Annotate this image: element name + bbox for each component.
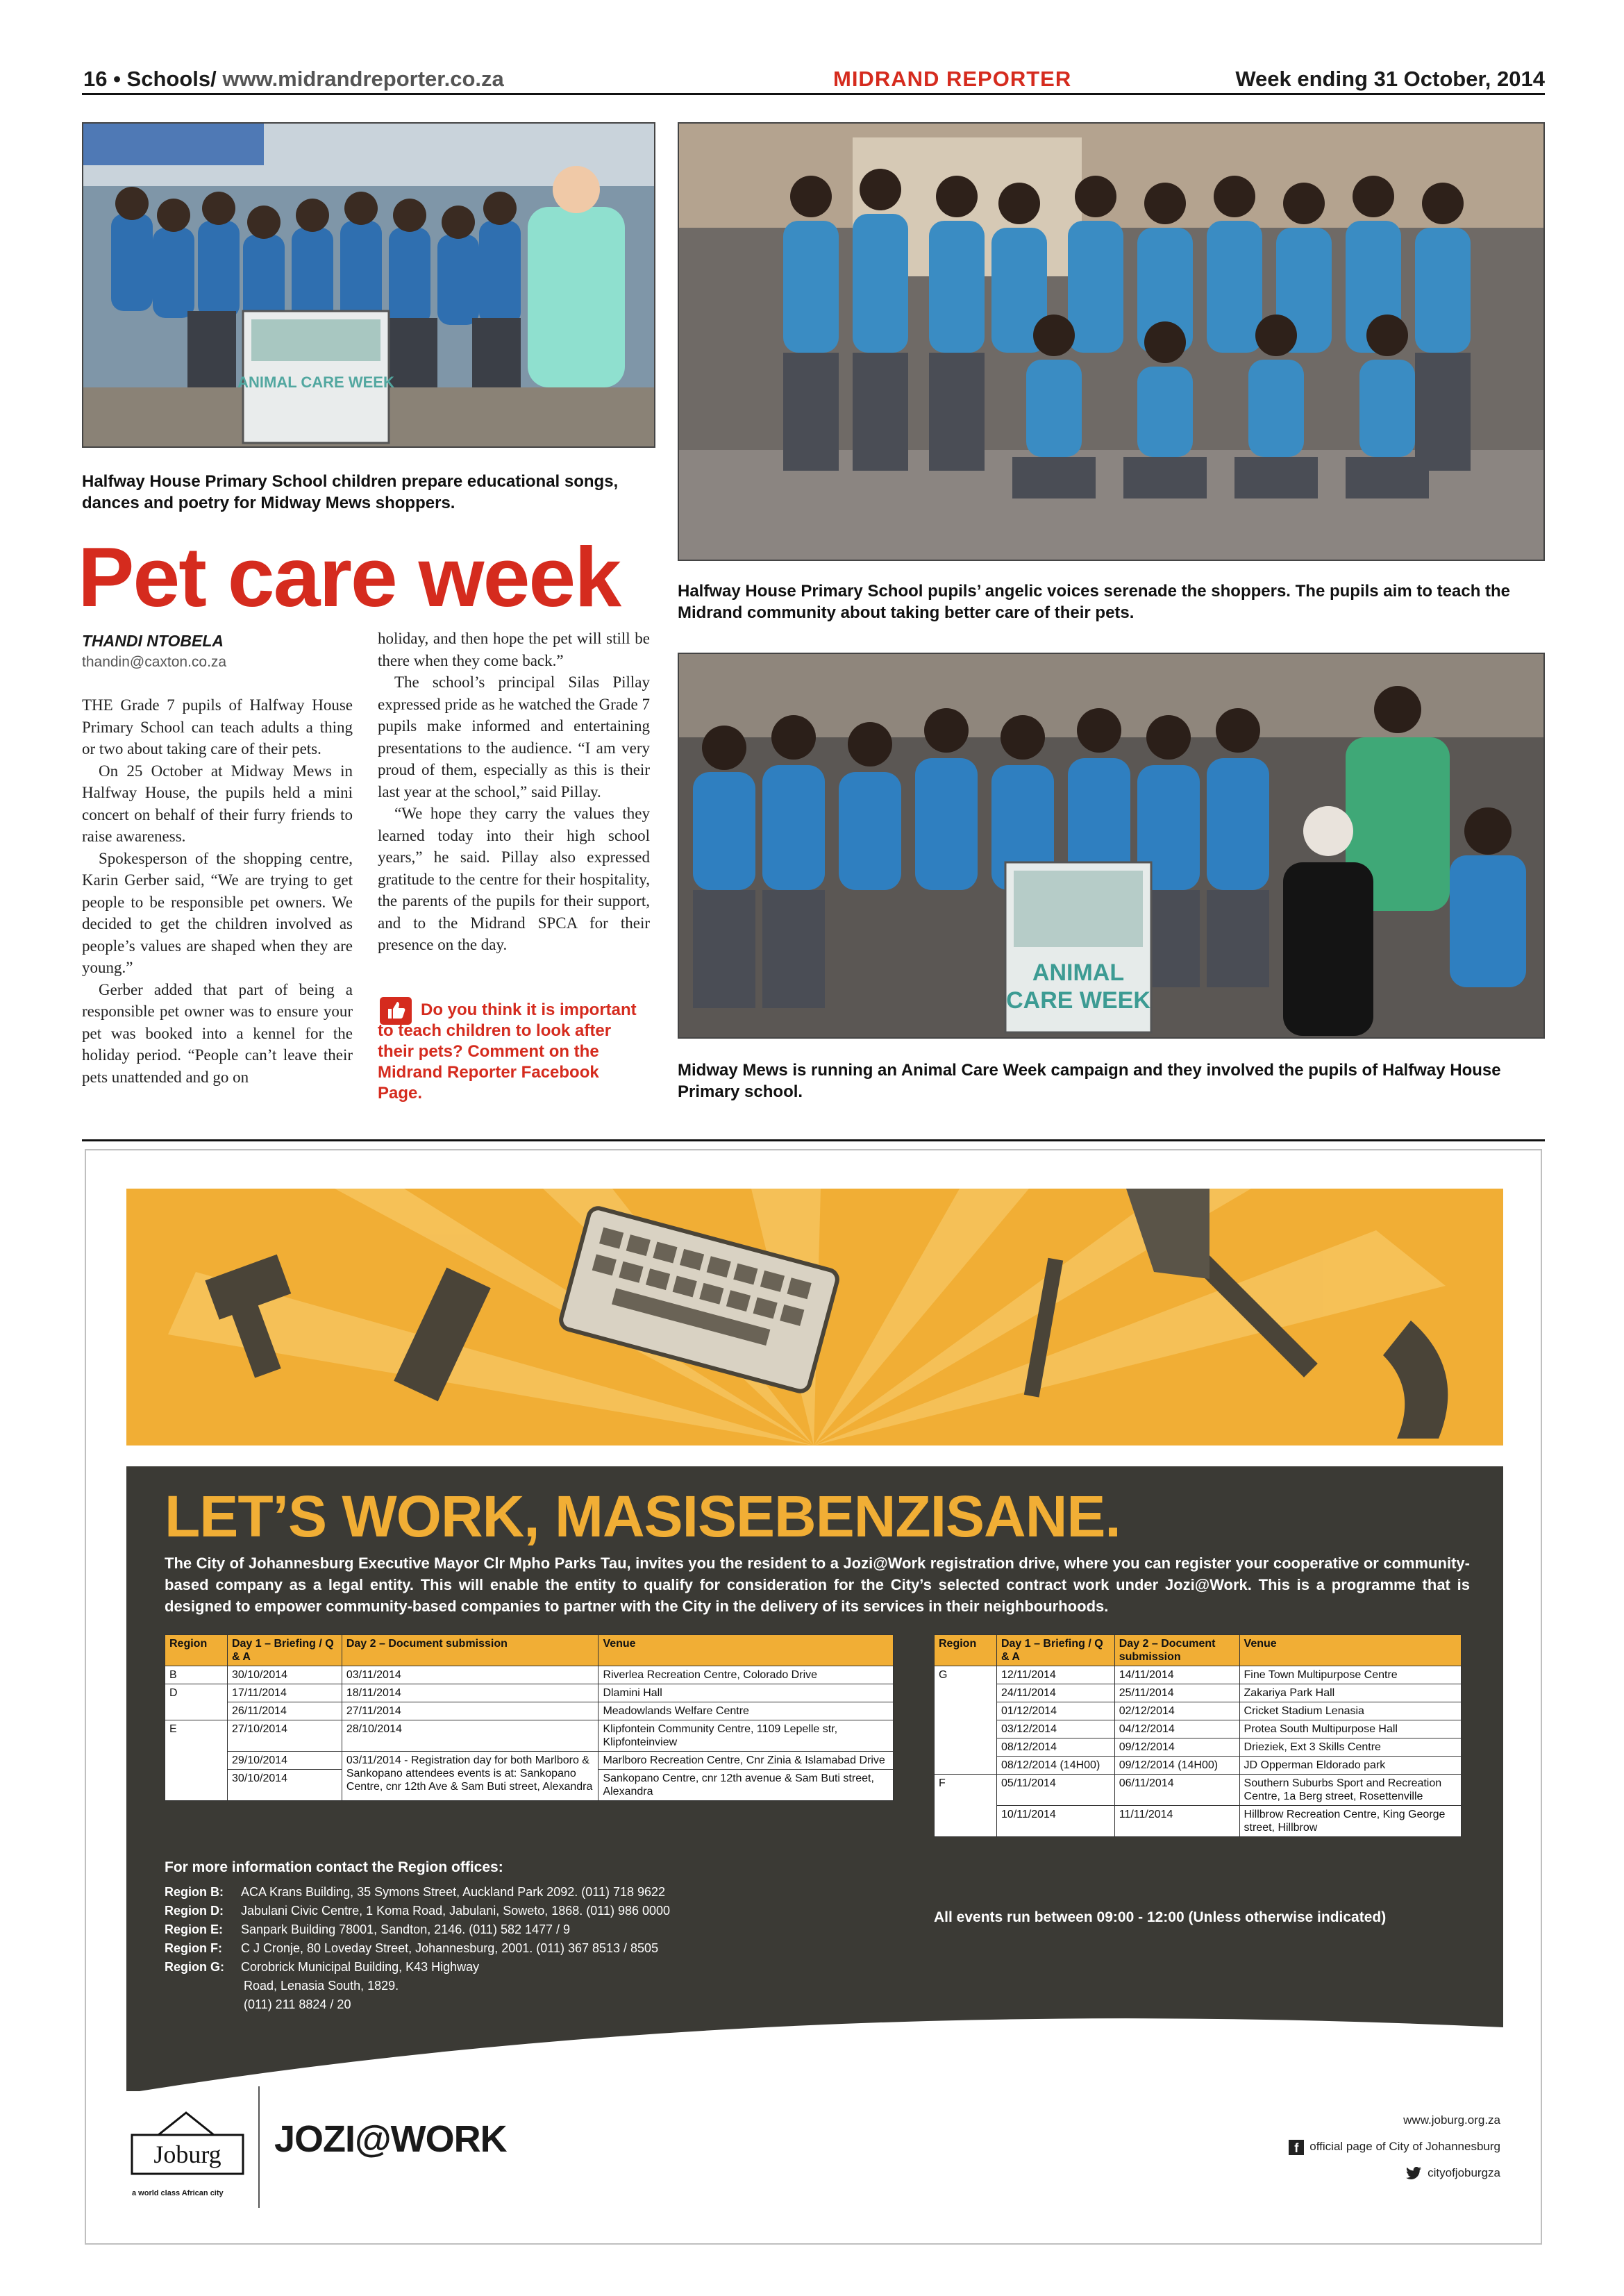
contact-row (165, 1920, 670, 1939)
venue-cell: Sankopano Centre, cnr 12th avenue & Sam Buti street, Alexandra (598, 1770, 894, 1801)
joburg-tagline: a world class African city (132, 2189, 224, 2197)
photo-animal-care-week (678, 653, 1545, 1039)
paragraph: On 25 October at Midway Mews in Halfway House, the pupils held a mini concert on behalf of their furry friends to raise awareness. (82, 762, 353, 845)
photo-pupils-with-sign (82, 122, 655, 448)
twitter-icon (1405, 2167, 1422, 2181)
contact-continuation: Road, Lenasia South, 1829. (244, 1979, 399, 1993)
facebook-label: official page of City of Johannesburg (1309, 2140, 1500, 2153)
day1-cell: 08/12/2014 (996, 1738, 1114, 1757)
day2-cell: 09/12/2014 (14H00) (1114, 1757, 1239, 1775)
region-contacts (165, 1883, 670, 2014)
contact-label: Region D: (165, 1904, 224, 1918)
contact-label: Region E: (165, 1922, 223, 1936)
table-row (935, 1757, 1462, 1775)
paragraph: Gerber added that part of being a responsible pet owner was to ensure your pet was booked into a kennel for the holiday period. “People can’t leave their pets unattended and go on (82, 980, 353, 1086)
region-cell: G (935, 1666, 997, 1775)
table-header-row (165, 1635, 894, 1666)
day1-cell: 27/10/2014 (227, 1720, 342, 1752)
table-row (165, 1702, 894, 1720)
table-row (165, 1752, 894, 1770)
venue-cell: Riverlea Recreation Centre, Colorado Drive (598, 1666, 894, 1684)
sign-line1: ANIMAL (1032, 960, 1125, 986)
paragraph: Spokesperson of the shopping centre, Karin Gerber said, “We are trying to get people to be responsible pet owners. We decided to get the children involved as people’s values are shaped when they are young.” (82, 849, 353, 976)
region-cell: F (935, 1775, 997, 1837)
paragraph: The school’s principal Silas Pillay expressed pride as he watched the Grade 7 pupils make informed and entertaining presentations to the audience. “I am very proud of them, especially as this is their last year at the school,” said Pillay. (378, 673, 650, 801)
venue-cell: Marlboro Recreation Centre, Cnr Zinia & Islamabad Drive (598, 1752, 894, 1770)
venue-cell: Southern Suburbs Sport and Recreation Centre, 1a Berg street, Rosettenville (1239, 1775, 1461, 1806)
day2-cell: 09/12/2014 (1114, 1738, 1239, 1757)
contact-text: Corobrick Municipal Building, K43 Highway (241, 1960, 480, 1974)
logo-divider (258, 2086, 260, 2208)
jozi-at-work-logo: JOZI@WORK (274, 2118, 507, 2160)
table-header-row (935, 1635, 1462, 1666)
table-row (935, 1806, 1462, 1837)
day1-cell: 17/11/2014 (227, 1684, 342, 1702)
day2-cell: 28/10/2014 (342, 1720, 598, 1752)
photo3-caption: Midway Mews is running an Animal Care Week campaign and they involved the pupils of Halfway House Primary school. (678, 1061, 1501, 1101)
events-time-note: All events run between 09:00 - 12:00 (Unless otherwise indicated) (934, 1909, 1387, 1925)
day2-cell: 03/11/2014 (342, 1666, 598, 1684)
website-link[interactable]: www.joburg.org.za (1403, 2113, 1500, 2127)
venue-cell: Dlamini Hall (598, 1684, 894, 1702)
contact-text: Jabulani Civic Centre, 1 Koma Road, Jabulani, Soweto, 1868. (011) 986 0000 (241, 1904, 671, 1918)
twitter-link[interactable] (1289, 2160, 1500, 2186)
day2-cell: 25/11/2014 (1114, 1684, 1239, 1702)
venue-cell: JD Opperman Eldorado park (1239, 1757, 1461, 1775)
col-header: Venue (1239, 1635, 1461, 1666)
advert-banner-tools (126, 1189, 1503, 1446)
table-row (935, 1720, 1462, 1738)
day1-cell: 12/11/2014 (996, 1666, 1114, 1684)
day1-cell: 29/10/2014 (227, 1752, 342, 1770)
col-header: Day 2 – Document submission (1114, 1635, 1239, 1666)
venue-cell: Klipfontein Community Centre, 1109 Lepelle str, Klipfonteinview (598, 1720, 894, 1752)
photo-pupils-singing (678, 122, 1545, 561)
table-row (935, 1684, 1462, 1702)
table-row (935, 1775, 1462, 1806)
site-url[interactable]: www.midrandreporter.co.za (222, 67, 504, 91)
table-row (935, 1738, 1462, 1757)
contact-row (165, 1958, 670, 1977)
day1-cell: 26/11/2014 (227, 1702, 342, 1720)
twitter-label: cityofjoburgza (1428, 2166, 1500, 2179)
col-header: Day 1 – Briefing / Q & A (996, 1635, 1114, 1666)
contact-label: Region F: (165, 1941, 222, 1955)
contact-row (165, 1883, 670, 1902)
day2-cell: 27/11/2014 (342, 1702, 598, 1720)
day1-cell: 24/11/2014 (996, 1684, 1114, 1702)
author-email[interactable]: thandin@caxton.co.za (82, 654, 227, 670)
venue-cell: Zakariya Park Hall (1239, 1684, 1461, 1702)
contact-continuation: (011) 211 8824 / 20 (244, 1997, 351, 2011)
day2-cell: 04/12/2014 (1114, 1720, 1239, 1738)
facebook-link[interactable] (1289, 2134, 1500, 2160)
section-divider (82, 1139, 1545, 1141)
header-divider (82, 93, 1545, 95)
col-header: Day 2 – Document submission (342, 1635, 598, 1666)
venue-cell: Protea South Multipurpose Hall (1239, 1720, 1461, 1738)
article-column-2 (378, 628, 650, 956)
paragraph: THE Grade 7 pupils of Halfway House Primary School can teach adults a thing or two about taking care of their pets. (82, 696, 353, 757)
advert-title: LET’S WORK, MASISEBENZISANE. (165, 1484, 1121, 1549)
venue-cell: Meadowlands Welfare Centre (598, 1702, 894, 1720)
contact-heading: For more information contact the Region offices: (165, 1859, 503, 1875)
contact-row (165, 1939, 670, 1958)
region-cell: B (165, 1666, 228, 1684)
table-row (935, 1666, 1462, 1684)
joburg-logo (131, 2107, 249, 2177)
col-header: Region (165, 1635, 228, 1666)
contact-label: Region B: (165, 1885, 224, 1899)
contact-text: ACA Krans Building, 35 Symons Street, Auckland Park 2092. (011) 718 9622 (241, 1885, 666, 1899)
day2-cell: 06/11/2014 (1114, 1775, 1239, 1806)
author-byline: THANDI NTOBELA (82, 632, 224, 650)
day1-cell: 08/12/2014 (14H00) (996, 1757, 1114, 1775)
facebook-icon: f (1289, 2140, 1304, 2155)
article-column-1 (82, 694, 353, 1088)
day2-cell: 14/11/2014 (1114, 1666, 1239, 1684)
day1-cell: 03/12/2014 (996, 1720, 1114, 1738)
table-row (165, 1720, 894, 1752)
table-row (165, 1666, 894, 1684)
paragraph: holiday, and then hope the pet will still be there when they come back.” (378, 630, 650, 669)
venue-cell: Fine Town Multipurpose Centre (1239, 1666, 1461, 1684)
facebook-callout: Do you think it is important to teach children to look after their pets? Comment on the Midrand Reporter Facebook Page. (378, 1000, 637, 1103)
contact-text: C J Cronje, 80 Loveday Street, Johannesburg, 2001. (011) 367 8513 / 8505 (241, 1941, 659, 1955)
day2-cell: 02/12/2014 (1114, 1702, 1239, 1720)
day2-cell: 18/11/2014 (342, 1684, 598, 1702)
day1-cell: 10/11/2014 (996, 1806, 1114, 1837)
contact-row (165, 1902, 670, 1920)
schedule-table-right (934, 1634, 1462, 1837)
advert-intro: The City of Johannesburg Executive Mayor Clr Mpho Parks Tau, invites you the resident to a Jozi@Work registration drive, where you can register your cooperative or community-based company as a legal entity. This will enable the entity to qualify for consideration for the City’s selected contract work under Jozi@Work. This is a programme that is designed to empower community-based companies to partner with the City in the delivery of its services in their neighbourhoods. (165, 1555, 1470, 1615)
photo1-caption: Halfway House Primary School children prepare educational songs, dances and poetry for Midway Mews shoppers. (82, 472, 619, 512)
col-header: Day 1 – Briefing / Q & A (227, 1635, 342, 1666)
joburg-logo-text: Joburg (153, 2140, 221, 2168)
day1-cell: 30/10/2014 (227, 1770, 342, 1801)
sign-line2: CARE WEEK (1006, 987, 1150, 1014)
article-headline: Pet care week (78, 530, 621, 624)
page-section-label (83, 67, 504, 92)
photo2-caption: Halfway House Primary School pupils’ angelic voices serenade the shoppers. The pupils aim to teach the Midrand community about taking better care of their pets. (678, 582, 1511, 622)
day1-cell: 30/10/2014 (227, 1666, 342, 1684)
table-row (165, 1684, 894, 1702)
day1-cell: 05/11/2014 (996, 1775, 1114, 1806)
issue-date: Week ending 31 October, 2014 (1235, 67, 1545, 91)
day1-cell: 01/12/2014 (996, 1702, 1114, 1720)
schedule-table-left (165, 1634, 894, 1801)
section-text: 16 • Schools/ (83, 67, 223, 91)
contact-text: Sanpark Building 78001, Sandton, 2146. (011) 582 1477 / 9 (241, 1922, 571, 1936)
col-header: Region (935, 1635, 997, 1666)
paragraph: “We hope they carry the values they learned today into their high school years,” he said. Pillay also expressed gratitude to the centre for their hospitality, the parents of the pupils for their support, and to the Midrand SPCA for their presence on the day. (378, 805, 650, 953)
sign-text: ANIMAL CARE WEEK (237, 374, 394, 391)
region-cell: D (165, 1684, 228, 1720)
contact-label: Region G: (165, 1960, 224, 1974)
day2-cell: 11/11/2014 (1114, 1806, 1239, 1837)
col-header: Venue (598, 1635, 894, 1666)
region-cell: E (165, 1720, 228, 1801)
day2-cell: 03/11/2014 - Registration day for both Marlboro & Sankopano attendees events is at: Sankopano Centre, cnr 12th Ave & Sam Buti street, Alexandra (342, 1752, 598, 1801)
venue-cell: Drieziek, Ext 3 Skills Centre (1239, 1738, 1461, 1757)
table-row (935, 1702, 1462, 1720)
venue-cell: Cricket Stadium Lenasia (1239, 1702, 1461, 1720)
panel-swoosh (126, 2006, 1503, 2093)
advert-links (1289, 2107, 1500, 2186)
venue-cell: Hillbrow Recreation Centre, King George street, Hillbrow (1239, 1806, 1461, 1837)
newspaper-name: MIDRAND REPORTER (833, 67, 1072, 91)
